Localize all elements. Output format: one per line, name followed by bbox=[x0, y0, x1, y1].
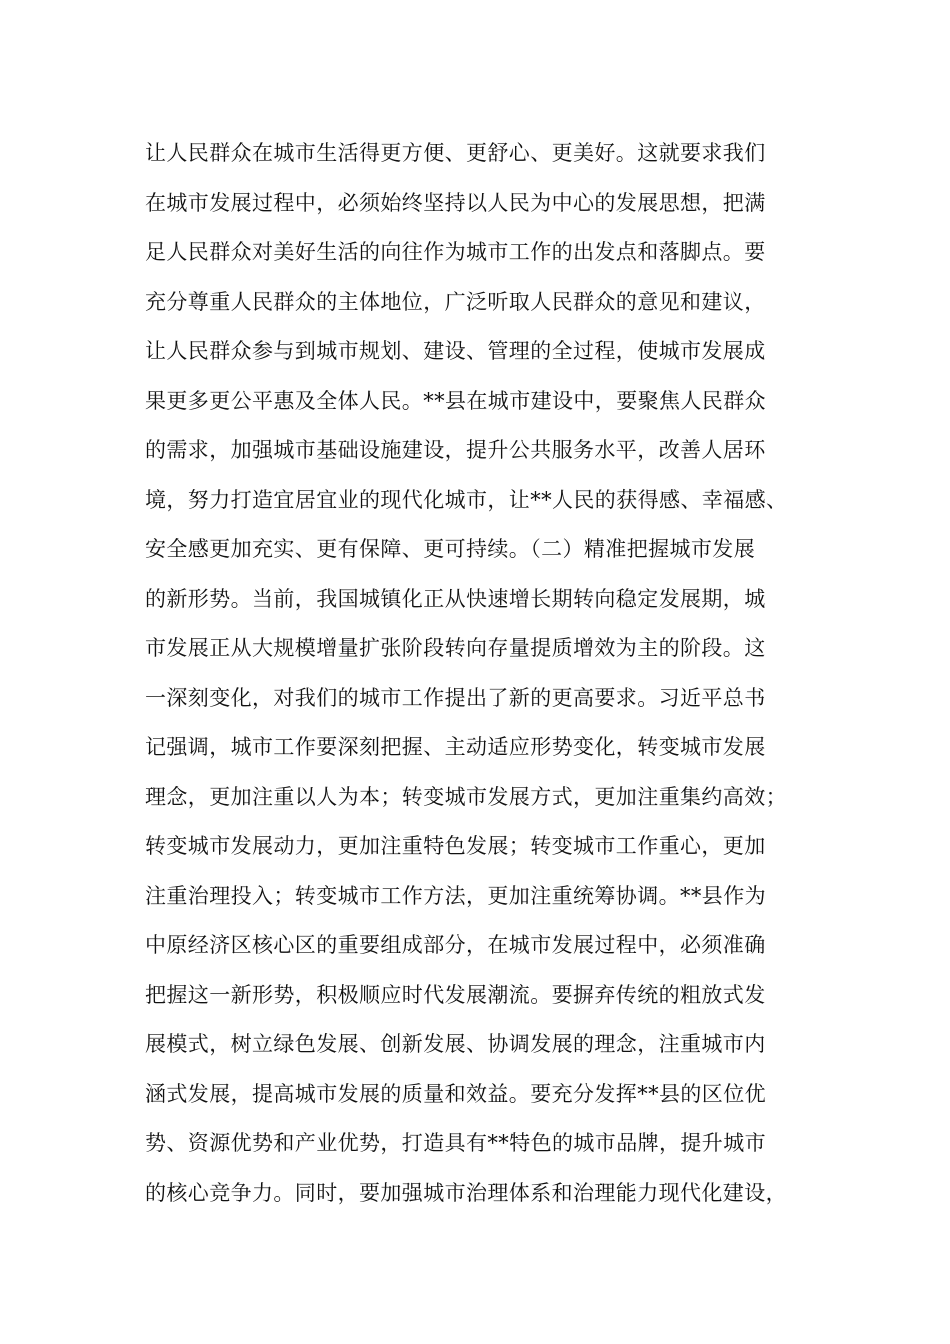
text-line: 境，努力打造宜居宜业的现代化城市，让**人民的获得感、幸福感、 bbox=[145, 487, 788, 512]
text-line: 理念，更加注重以人为本；转变城市发展方式，更加注重集约高效； bbox=[145, 784, 787, 809]
text-line: 充分尊重人民群众的主体地位，广泛听取人民群众的意见和建议， bbox=[145, 289, 766, 314]
text-line: 一深刻变化，对我们的城市工作提出了新的更高要求。习近平总书 bbox=[145, 685, 766, 710]
text-line: 注重治理投入；转变城市工作方法，更加注重统筹协调。**县作为 bbox=[145, 883, 766, 908]
text-line: 展模式，树立绿色发展、创新发展、协调发展的理念，注重城市内 bbox=[145, 1032, 766, 1056]
text-line: 足人民群众对美好生活的向往作为城市工作的出发点和落脚点。要 bbox=[145, 240, 766, 264]
text-line: 涵式发展，提高城市发展的质量和效益。要充分发挥**县的区位优 bbox=[145, 1081, 766, 1106]
text-line: 中原经济区核心区的重要组成部分，在城市发展过程中，必须准确 bbox=[145, 933, 766, 957]
text-line: 记强调，城市工作要深刻把握、主动适应形势变化，转变城市发展 bbox=[145, 735, 766, 759]
text-line: 把握这一新形势，积极顺应时代发展潮流。要摒弃传统的粗放式发 bbox=[145, 982, 766, 1007]
text-line: 的核心竞争力。同时，要加强城市治理体系和治理能力现代化建设， bbox=[145, 1180, 787, 1205]
text-line: 势、资源优势和产业优势，打造具有**特色的城市品牌，提升城市 bbox=[145, 1131, 766, 1155]
text-line: 果更多更公平惠及全体人民。**县在城市建设中，要聚焦人民群众 bbox=[145, 388, 766, 413]
text-line: 让人民群众参与到城市规划、建设、管理的全过程，使城市发展成 bbox=[145, 339, 766, 363]
text-line: 在城市发展过程中，必须始终坚持以人民为中心的发展思想，把满 bbox=[145, 190, 766, 215]
text-line: 的新形势。当前，我国城镇化正从快速增长期转向稳定发展期，城 bbox=[145, 586, 766, 611]
text-line: 市发展正从大规模增量扩张阶段转向存量提质增效为主的阶段。这 bbox=[145, 636, 766, 660]
text-line: 让人民群众在城市生活得更方便、更舒心、更美好。这就要求我们 bbox=[145, 141, 766, 165]
body-text bbox=[145, 134, 835, 1223]
text-line: 转变城市发展动力，更加注重特色发展；转变城市工作重心，更加 bbox=[145, 834, 766, 858]
text-line: 的需求，加强城市基础设施建设，提升公共服务水平，改善人居环 bbox=[145, 438, 766, 462]
text-line: 安全感更加充实、更有保障、更可持续。（二）精准把握城市发展 bbox=[145, 537, 756, 561]
